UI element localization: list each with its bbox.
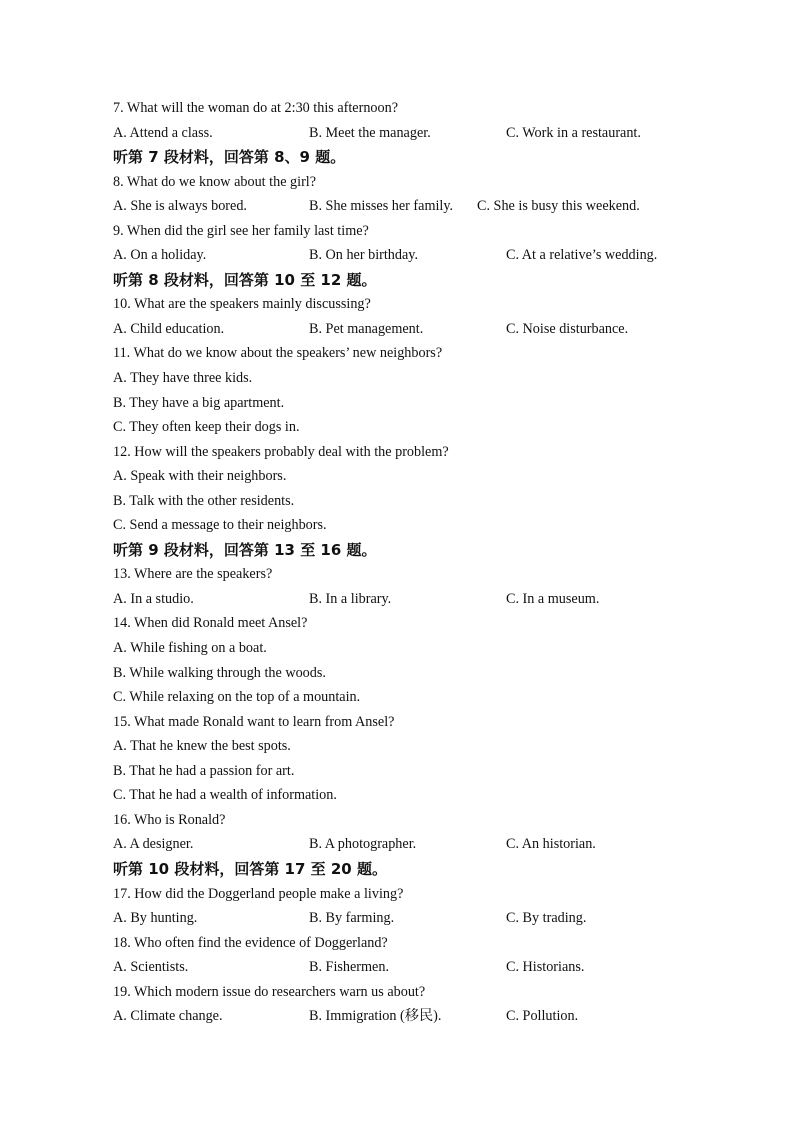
option-c: C. In a museum.	[506, 590, 600, 607]
section-heading: 听第 10 段材料，回答第 17 至 20 题。	[113, 859, 387, 878]
option-a: A. Scientists.	[113, 959, 189, 976]
question-line: 15. What made Ronald want to learn from Ansel?	[113, 713, 395, 730]
options-row	[113, 1004, 713, 1029]
option-b: B. Immigration (移民).	[309, 1008, 442, 1025]
option-c: C. Noise disturbance.	[506, 320, 629, 337]
question-line: 13. Where are the speakers?	[113, 566, 273, 583]
question-line: B. While walking through the woods.	[113, 664, 326, 681]
option-c: C. By trading.	[506, 910, 587, 927]
question-line: 7. What will the woman do at 2:30 this afternoon?	[113, 100, 399, 116]
question-line: A. They have three kids.	[113, 370, 253, 387]
options-row	[113, 955, 713, 980]
question-line: 17. How did the Doggerland people make a living?	[113, 885, 404, 902]
option-c: C. An historian.	[506, 836, 596, 853]
question-line: C. Send a message to their neighbors.	[113, 517, 327, 534]
question-line: 10. What are the speakers mainly discussing?	[113, 296, 371, 313]
question-line: 14. When did Ronald meet Ansel?	[113, 615, 308, 632]
option-a: A. By hunting.	[113, 910, 198, 927]
question-line: C. While relaxing on the top of a mountain.	[113, 689, 361, 706]
question-line: B. Talk with the other residents.	[113, 492, 295, 509]
option-b: B. She misses her family.	[309, 198, 454, 215]
exam-document	[113, 96, 713, 1029]
option-c: C. She is busy this weekend.	[477, 198, 640, 215]
question-line: B. They have a big apartment.	[113, 394, 285, 411]
option-b: B. On her birthday.	[309, 247, 419, 264]
option-a: A. Child education.	[113, 320, 225, 337]
options-row	[113, 121, 713, 146]
section-heading: 听第 7 段材料，回答第 8、9 题。	[113, 148, 346, 167]
option-b: B. Fishermen.	[309, 959, 389, 976]
question-line: 11. What do we know about the speakers’ new neighbors?	[113, 345, 443, 362]
option-c: C. Work in a restaurant.	[506, 124, 641, 141]
options-row	[113, 194, 713, 219]
option-c: C. At a relative’s wedding.	[506, 247, 658, 264]
option-b: B. Meet the manager.	[309, 124, 431, 141]
section-heading: 听第 9 段材料，回答第 13 至 16 题。	[113, 540, 377, 559]
option-a: A. A designer.	[113, 836, 194, 853]
question-line: C. They often keep their dogs in.	[113, 419, 300, 436]
question-line: 16. Who is Ronald?	[113, 811, 226, 828]
question-line: A. Speak with their neighbors.	[113, 468, 287, 485]
option-b: B. By farming.	[309, 910, 395, 927]
question-line: 19. Which modern issue do researchers warn us about?	[113, 983, 426, 1000]
option-b: B. Pet management.	[309, 320, 424, 337]
options-row	[113, 317, 713, 342]
option-a: A. Climate change.	[113, 1008, 223, 1025]
section-heading: 听第 8 段材料，回答第 10 至 12 题。	[113, 270, 377, 289]
option-c: C. Pollution.	[506, 1008, 579, 1025]
question-line: 9. When did the girl see her family last time?	[113, 222, 369, 239]
options-row	[113, 832, 713, 857]
options-row	[113, 587, 713, 612]
options-row	[113, 243, 713, 268]
option-a: A. Attend a class.	[113, 124, 213, 141]
question-line: 8. What do we know about the girl?	[113, 173, 317, 190]
question-line: A. That he knew the best spots.	[113, 738, 291, 755]
options-row	[113, 906, 713, 931]
option-a: A. On a holiday.	[113, 247, 207, 264]
option-b: B. In a library.	[309, 590, 392, 607]
question-line: 12. How will the speakers probably deal with the problem?	[113, 443, 449, 460]
question-line: 18. Who often find the evidence of Doggerland?	[113, 934, 388, 951]
question-line: C. That he had a wealth of information.	[113, 787, 337, 804]
question-line: A. While fishing on a boat.	[113, 640, 267, 657]
question-line: B. That he had a passion for art.	[113, 762, 295, 779]
option-a: A. In a studio.	[113, 590, 194, 607]
option-a: A. She is always bored.	[113, 198, 247, 215]
option-c: C. Historians.	[506, 959, 585, 976]
option-b: B. A photographer.	[309, 836, 417, 853]
